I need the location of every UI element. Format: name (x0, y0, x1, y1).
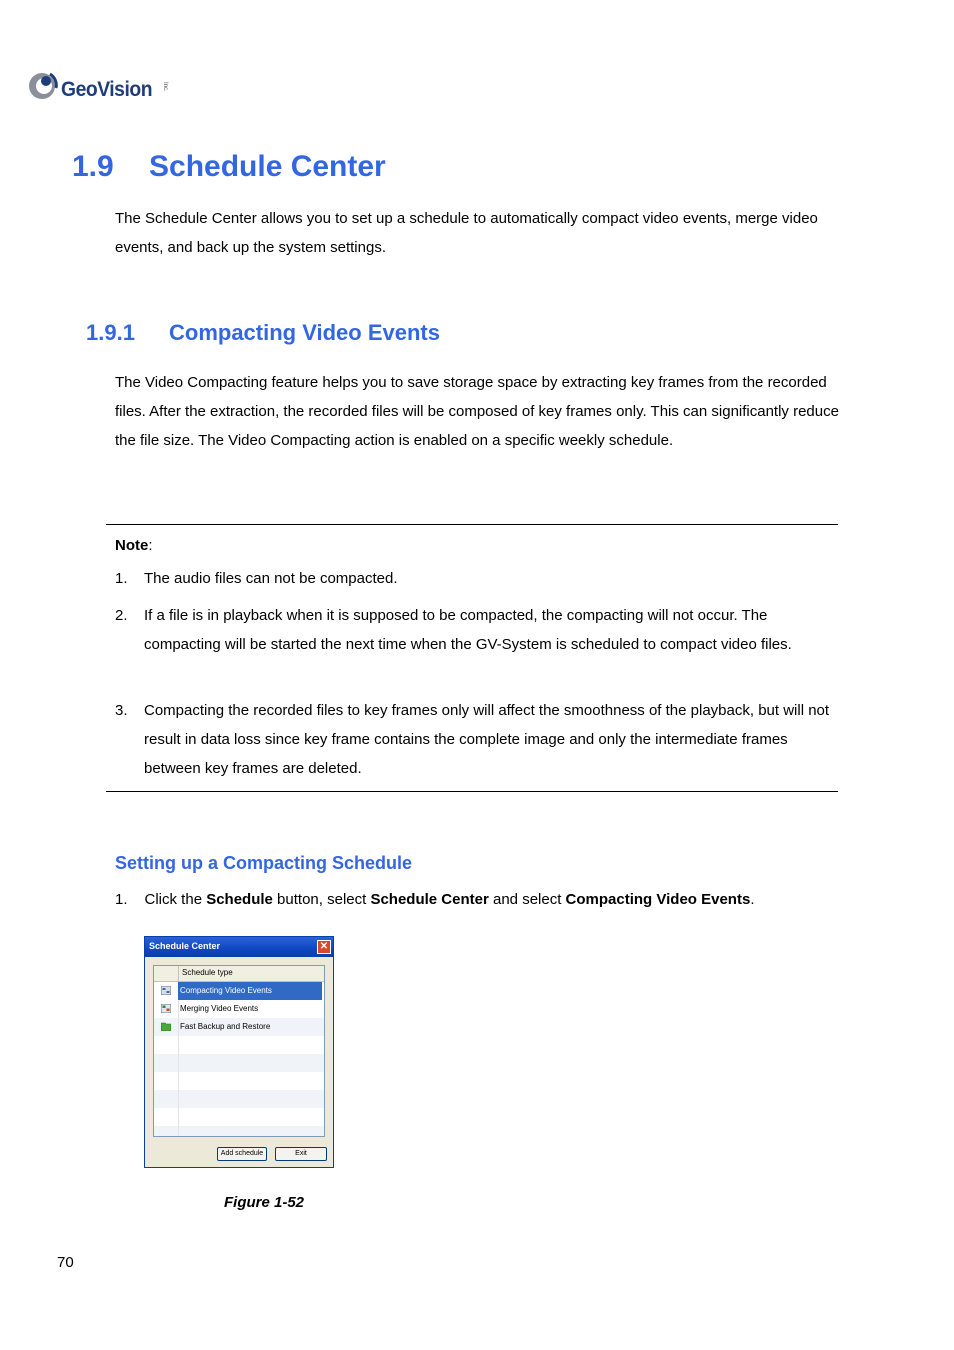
note-item-number: 3. (115, 702, 128, 719)
logo-trademark: Inc. (162, 82, 168, 92)
list-header (154, 966, 324, 982)
schedule-center-dialog (144, 936, 334, 1168)
dialog-title-bar[interactable] (145, 937, 333, 957)
empty-row (154, 1126, 324, 1137)
list-item-backup[interactable] (154, 1018, 324, 1036)
note-item (115, 696, 835, 783)
figure-caption: Figure 1-52 (224, 1194, 305, 1211)
dialog-title: Schedule Center (149, 941, 221, 951)
note-item-text: Compacting the recorded files to key frames only will affect the smoothness of the playback, but will not result in data loss since key frame contains the complete image and only the intermediate frames between key frames are deleted. (144, 702, 830, 777)
note-item-text: The audio files can not be compacted. (144, 570, 398, 587)
note-item (115, 601, 835, 688)
step-text: . (750, 891, 755, 908)
empty-row (154, 1108, 324, 1126)
list-icon-cell (154, 982, 179, 1000)
compact-video-icon (161, 986, 171, 995)
empty-row (154, 1054, 324, 1072)
empty-row (154, 1090, 324, 1108)
step-bold-schedule: Schedule (206, 891, 273, 908)
note-colon: : (148, 537, 153, 554)
list-item-compacting[interactable] (154, 982, 324, 1000)
note-item-number: 1. (115, 570, 128, 587)
setup-step (115, 889, 875, 911)
section-heading (72, 150, 386, 184)
merge-video-icon (161, 1004, 171, 1013)
logo-text: GeoVision (61, 78, 153, 101)
step-text: and select (488, 891, 566, 908)
note-bottom-rule (106, 791, 838, 792)
setup-heading: Setting up a Compacting Schedule (115, 853, 413, 873)
note-item (115, 564, 835, 593)
list-item-label: Compacting Video Events (178, 982, 322, 1000)
subsection-heading (86, 320, 440, 346)
logo-mark-icon (28, 68, 62, 104)
note-item-text: If a file is in playback when it is supposed to be compacted, the compacting will not occur. The compacting will be started the next time when the GV-System is scheduled to compact video files. (144, 607, 792, 653)
add-schedule-button[interactable]: Add schedule (217, 1147, 267, 1161)
section-number: 1.9 (72, 150, 114, 183)
folder-icon (161, 1022, 171, 1031)
note-label: Note (115, 537, 149, 554)
list-header-icon-column (154, 966, 179, 981)
intro-paragraph: The Schedule Center allows you to set up a schedule to automatically compact video events, merge video events, and back up the system settings. (115, 210, 818, 256)
empty-row (154, 1036, 324, 1054)
list-item-merging[interactable] (154, 1000, 324, 1018)
note-top-rule (106, 524, 838, 525)
subsection-title: Compacting Video Events (169, 320, 440, 345)
subsection-number: 1.9.1 (86, 320, 135, 345)
list-item-label: Fast Backup and Restore (180, 1022, 271, 1031)
page-number: 70 (57, 1254, 74, 1271)
step-bold-compacting: Compacting Video Events (565, 891, 751, 908)
step-number: 1. (115, 891, 128, 908)
list-item-label: Merging Video Events (180, 1004, 259, 1013)
note-title (115, 537, 153, 554)
schedule-type-list[interactable] (153, 965, 325, 1137)
step-bold-schedule-center: Schedule Center (370, 891, 489, 908)
geovision-logo (28, 68, 178, 108)
note-item-number: 2. (115, 607, 128, 624)
list-icon-cell (154, 1018, 179, 1036)
section-title: Schedule Center (149, 150, 386, 183)
close-icon[interactable]: ✕ (317, 940, 331, 954)
column-header[interactable]: Schedule type (182, 968, 233, 977)
empty-row (154, 1072, 324, 1090)
exit-button[interactable]: Exit (275, 1147, 327, 1161)
list-icon-cell (154, 1000, 179, 1018)
step-text: Click the (144, 891, 207, 908)
step-text: button, select (272, 891, 371, 908)
subsection-paragraph: The Video Compacting feature helps you to save storage space by extracting key frames from the recorded files. After the extraction, the recorded files will be composed of key frames only. This can significantly reduce the file size. The Video Compacting action is enabled on a specific weekly schedule. (115, 374, 839, 449)
